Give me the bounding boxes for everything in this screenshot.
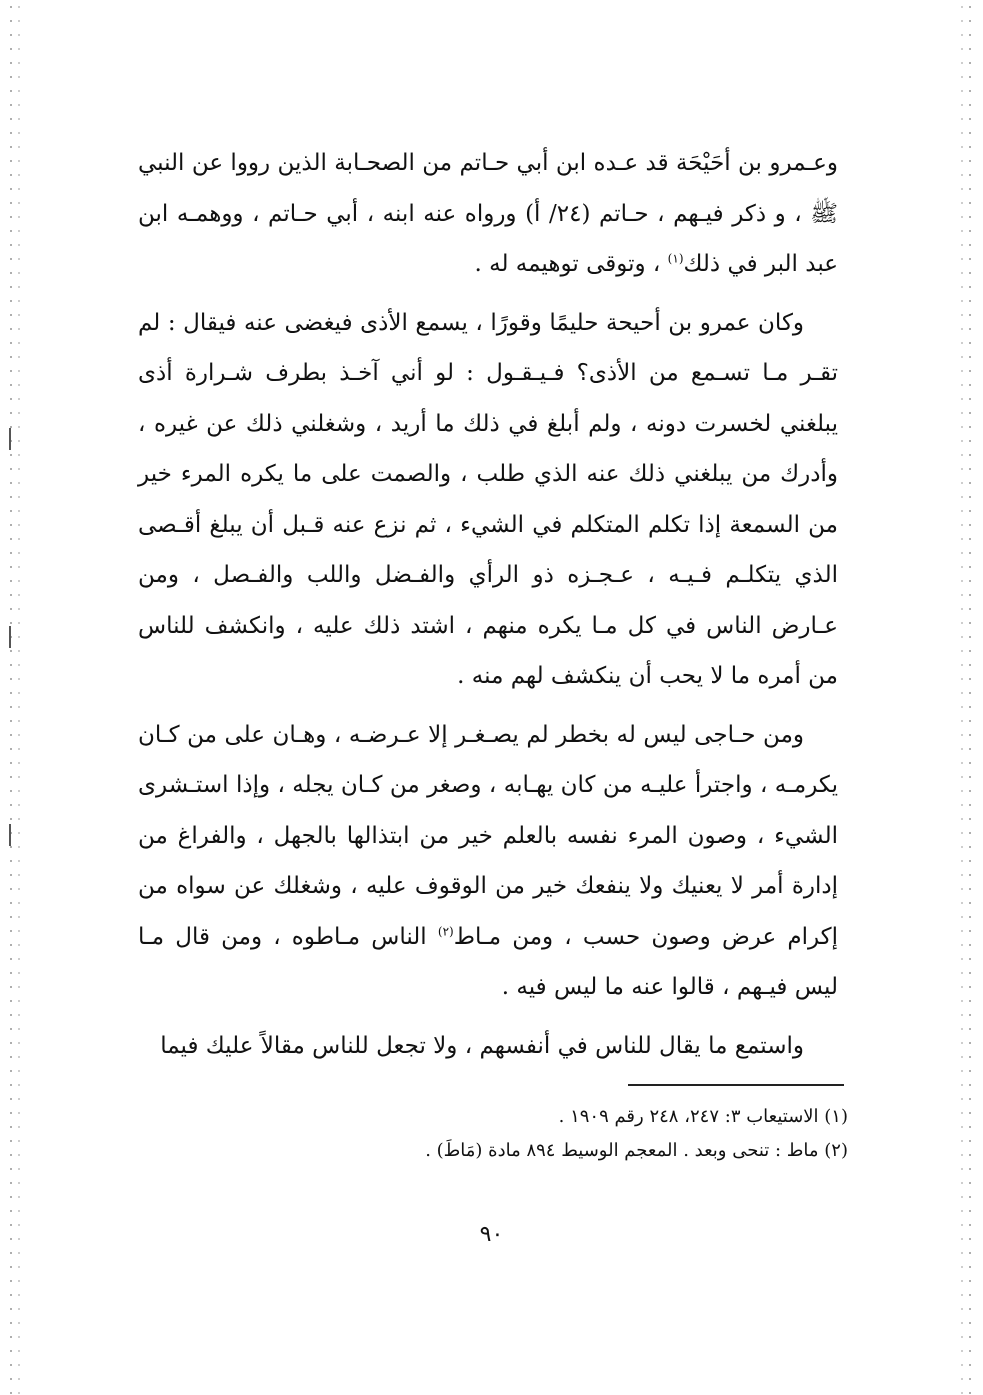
- paragraph-2: وكان عمرو بن أحيحة حليمًا وقورًا ، يسمع الأذى فيغضى عنه فيقال : لم تقـر مـا تسـمع من الأذى؟ فـيـقـول : لو أني آخـذ بطرف شـرارة أذى يبلغني لخسرت دونه ، ولم أبلغ في ذلك ما أريد ، وشغلني ذلك عن غيره ، وأدرك من يبلغني ذلك عنه الذي طلب ، والصمت على ما يكره المرء خير من السمعة إذا تكلم المتكلم في الشيء ، ثم نزع عنه قـبل أن يبلغ أقـصى الذي يتكلـم فـيـه ، عـجـزه ذو الرأي والفـضل واللب والفـصل ، ومن عـارض الناس في كل مـا يكره منهم ، اشتد ذلك عليه ، وانكشف للناس من أمره ما لا يحب أن ينكشف لهم منه .: [138, 309, 838, 689]
- paragraph-3-text: ومن حـاجى ليس له بخطر لم يصـغـر إلا عـرضـه ، وهـان على من كـان يكرمـه ، واجترأ عليـه من كان يهـابه ، وصغر من كـان يجله ، وإذا استـشرى الشيء ، وصون المرء نفسه بالعلم خير من ابتذالها بالجهل ، والفراغ من إدارة أمر لا يعنيك ولا ينفعك خير من الوقوف عليه ، وشغلك عن سواه من إكرام عرض وصون حسب ، ومن مـاط: [138, 721, 839, 950]
- page-number: ٩٠: [479, 1222, 504, 1247]
- paragraph-1: [138, 138, 838, 290]
- footnote-1: (١) الاستيعاب ٣: ٢٤٧، ٢٤٨ رقم ١٩٠٩ .: [558, 1106, 848, 1127]
- binding-mark: [9, 626, 11, 648]
- paragraph-3: [138, 710, 838, 1013]
- binding-mark: [9, 824, 11, 846]
- paragraph-3-text-end: الناس مـاطوه ، ومن قال مـا ليس فيـهم ، قالوا عنه ما ليس فيه .: [138, 923, 838, 1000]
- paragraph-1-text: وعـمرو بن أحَيْحَة قد عـده ابن أبي حـاتم من الصحـابة الذين رووا عن النبي ﷺ ، و ذكر فيـهم ، حـاتم (٢٤/ أ) ورواه عنه ابنه ، أبي حـاتم ، ووهمـه ابن عبد البر في ذلك: [138, 150, 838, 277]
- footnote-2: (٢) ماط : تنحى وبعد . المعجم الوسيط ٨٩٤ مادة (مَاطَ) .: [425, 1140, 848, 1161]
- footnote-ref-1: (١): [667, 251, 684, 266]
- footnote-ref-2: (٢): [437, 923, 454, 938]
- scan-margin-dots-left-inner: [18, 0, 20, 1395]
- footnote-separator: [628, 1084, 844, 1086]
- main-text: [138, 138, 838, 1079]
- paragraph-4: واستمع ما يقال للناس في أنفسهم ، ولا تجعل للناس مقالاً عليك فيما: [160, 1032, 804, 1059]
- paragraph-1-text-end: ، وتوقى توهيمه له .: [474, 251, 668, 277]
- footnotes: [138, 1100, 848, 1168]
- binding-mark: [9, 428, 11, 450]
- scan-margin-dots-left: [10, 0, 12, 1395]
- scan-margin-dots-right: [969, 0, 971, 1395]
- scan-margin-dots-right-inner: [961, 0, 963, 1395]
